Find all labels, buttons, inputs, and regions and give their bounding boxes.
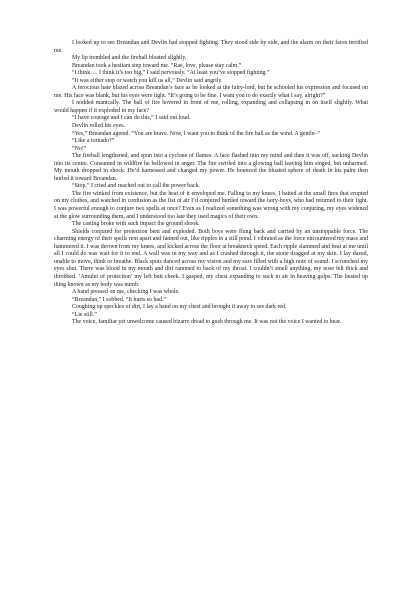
- paragraph: A hand pressed on me, checking I was whole.: [72, 289, 180, 296]
- paragraph: “Like a tornado?”: [72, 138, 115, 145]
- paragraph: The fire winked from existence, but the heat of it enveloped me. Falling to my knees, I batted at the small fires that erupted on my clothes, and watched in confusion as the fist of air I’d conjured hurtled toward the fairy-boys, who had returned to their fight. I was powerful enough to conjure two spells at once? Even as I realized something was wrong with my conjuring, my eyes widened at the glow surrounding them, and I understood too late they used magics of their own.: [54, 190, 368, 220]
- paragraph: “Stop,” I cried and reached out to call the power back.: [72, 183, 200, 190]
- manuscript-page: [54, 40, 368, 327]
- paragraph: I nodded manically. The ball of fire hovered in front of me, rolling, expanding and collapsing in on itself slightly. What would happen if it exploded in my face?: [54, 100, 368, 114]
- paragraph: I looked up to see Breandan and Devlin had stopped fighting. They stood side by side, and the alarm on their faces terrified me.: [54, 40, 368, 54]
- paragraph: “Lie still.”: [72, 311, 97, 318]
- paragraph: The casting broke with such impact the ground shook.: [72, 221, 200, 228]
- paragraph: My lip trembled and the fireball bloated slightly.: [72, 55, 187, 62]
- paragraph: “Breandan,” I sobbed. “It hurts so bad.”: [72, 296, 167, 303]
- paragraph: “Yes,” Breandan agreed. “You are brave. Now, I want you to think of the fire ball as the wind. A gentle–”: [72, 130, 320, 137]
- paragraph: The voice, familiar yet unwelcome caused bizarre dread to gush through me. It was not the voice I wanted to hear.: [72, 319, 342, 326]
- paragraph: “I have courage and I can do this,” I said out loud.: [72, 115, 191, 122]
- paragraph: “No!”: [72, 145, 87, 152]
- paragraph: Devlin rolled his eyes.: [72, 123, 126, 130]
- paragraph: Shields conjured for protection bent and exploded. Both boys were flung back and carried by an unstoppable force. The charming energy of their spells rent apart and fanned out, like ripples in a still pond. I vibrated as the force encountered my mass and hammered it. I was thrown from my knees, and kicked across the floor at breakneck speed. Each ripple slammed and beat at me until all I could do was wait for it to end. A wall was in my way and as I crashed through it, the stone dragged at my skin. I lay dazed, unable to move, think or breathe. Black spots danced across my vision and my ears filled with a high note of sound. I scrunched my eyes shut. There was blood in my mouth and dirt rammed to back of my throat. I couldn’t smell anything, my nose felt thick and throbbed. ‘Amulet of protection’ my left butt cheek. I gasped, my chest expanding to suck in air in heaving gulps. The busted up thing known as my body was numb.: [54, 228, 368, 288]
- paragraph: Coughing up speckles of dirt, I lay a hand on my chest and brought it away to see dark red.: [72, 304, 287, 311]
- paragraph: “I think…. I think it’s too big,” I said nervously. “At least you’ve stopped fighting.”: [72, 70, 270, 77]
- paragraph: The fireball lengthened, and spun into a cyclone of flames. A face flashed into my mind and then it was off, sucking Devlin into its centre. Consumed in wildfire he bellowed in anger. The fire swirled into a glowing ball leaving him singed, but unharmed. My mouth dropped in shock. He’d harnessed and changed my power. He bounced the bloated sphere of death in his palm then hurled it toward Breandan.: [54, 153, 368, 182]
- paragraph: Breandan took a hesitant step toward me. “Rae, love, please stay calm.”: [72, 62, 242, 69]
- paragraph: “It was either stop or watch you kill us all,” Devlin said angrily.: [72, 77, 223, 84]
- paragraph: A ferocious hate blazed across Breandan’s face as he looked at the fairy-lord, but he schooled his expression and focused on me. His face was blank, but his eyes were tight. “It’s going to be fine. I want you to do exactly what I say, alright?”: [54, 85, 368, 99]
